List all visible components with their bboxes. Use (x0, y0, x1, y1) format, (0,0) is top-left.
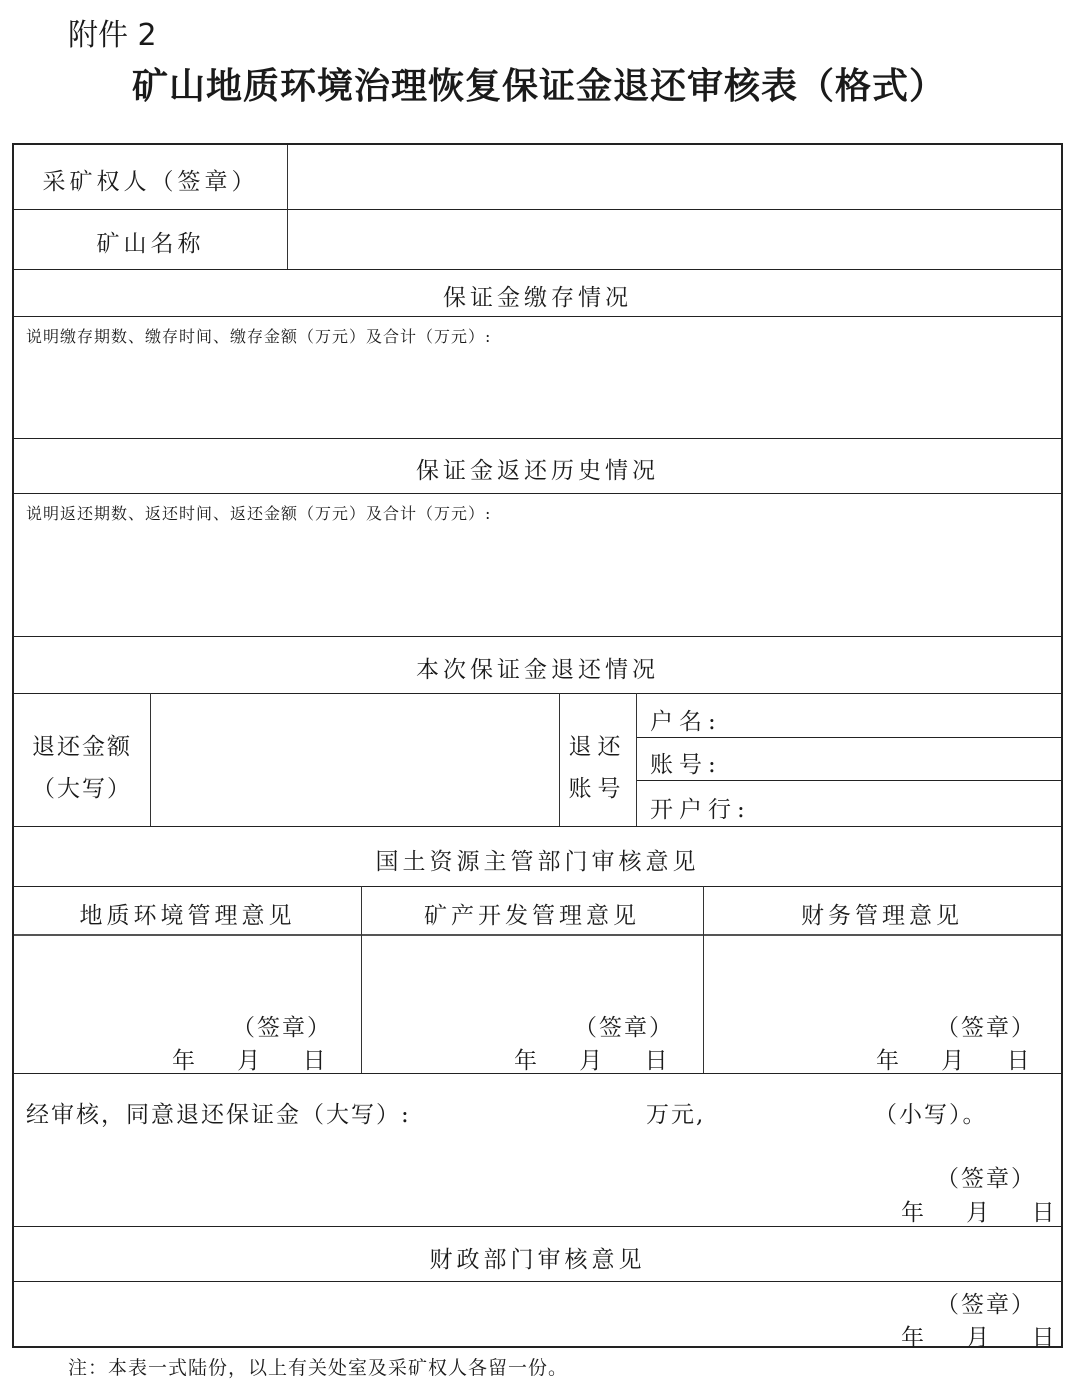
approval-date: 年 月 日 (901, 1200, 1059, 1226)
attachment-label: 附件 2 (68, 18, 157, 53)
col-divider (636, 693, 637, 826)
refund-amount-label-line2: （大写） (32, 776, 132, 802)
row-divider (14, 438, 1061, 439)
row-divider (636, 780, 1061, 781)
refund-amount-field[interactable] (152, 694, 558, 825)
row-divider (636, 737, 1061, 738)
footnote: 注：本表一式陆份，以上有关处室及采矿权人各留一份。 (68, 1357, 569, 1379)
deposit-section-header: 保证金缴存情况 (443, 285, 632, 311)
mineral-dev-date: 年 月 日 (514, 1048, 672, 1074)
row-divider (14, 316, 1061, 317)
row-divider (14, 493, 1061, 494)
approval-seal: （签章） (936, 1166, 1036, 1192)
mine-name-label: 矿山名称 (96, 231, 205, 257)
mineral-dev-opinion-title: 矿产开发管理意见 (424, 903, 640, 929)
row-divider (14, 826, 1061, 827)
miner-sign-label: 采矿权人（签章） (42, 169, 259, 195)
refund-history-instruction: 说明返还期数、返还时间、返还金额（万元）及合计（万元）: (26, 504, 492, 523)
land-review-header: 国土资源主管部门审核意见 (375, 849, 700, 875)
bank-label[interactable]: 开户行: (650, 797, 751, 823)
finance-mgmt-seal: （签章） (936, 1015, 1036, 1041)
row-divider (14, 269, 1061, 270)
row-divider (14, 886, 1061, 887)
refund-account-label-line2: 账号 (568, 776, 627, 802)
current-refund-header: 本次保证金退还情况 (416, 657, 659, 683)
row-divider (14, 636, 1061, 637)
form-title: 矿山地质环境治理恢复保证金退还审核表（格式） (131, 66, 946, 107)
finance-review-seal: （签章） (936, 1292, 1036, 1318)
row-divider (14, 1281, 1061, 1282)
refund-amount-label-line1: 退还金额 (32, 734, 132, 760)
account-number-label[interactable]: 账号: (650, 752, 722, 778)
approval-text: 经审核，同意退还保证金（大写）: (26, 1102, 411, 1128)
mineral-dev-seal: （签章） (574, 1015, 674, 1041)
refund-history-field[interactable] (14, 527, 1061, 636)
miner-sign-field[interactable] (289, 145, 1061, 209)
approval-small-write: （小写）。 (874, 1102, 988, 1128)
geo-env-opinion-title: 地质环境管理意见 (79, 903, 296, 929)
refund-account-label-line1: 退还 (568, 734, 627, 760)
deposit-instruction: 说明缴存期数、缴存时间、缴存金额（万元）及合计（万元）: (26, 327, 492, 346)
account-name-label[interactable]: 户名: (650, 709, 722, 735)
col-divider (150, 693, 151, 826)
col-divider (287, 145, 288, 269)
mine-name-field[interactable] (289, 210, 1061, 269)
geo-env-date: 年 月 日 (172, 1048, 330, 1074)
deposit-details-field[interactable] (14, 350, 1061, 438)
finance-review-date: 年 月 日 (901, 1325, 1059, 1351)
finance-mgmt-date: 年 月 日 (876, 1048, 1034, 1074)
refund-history-header: 保证金返还历史情况 (416, 458, 659, 484)
geo-env-seal: （签章） (232, 1015, 332, 1041)
finance-review-header: 财政部门审核意见 (429, 1247, 646, 1273)
approval-unit: 万元, (646, 1102, 706, 1128)
finance-mgmt-opinion-title: 财务管理意见 (801, 903, 963, 929)
review-form-table (12, 143, 1063, 1351)
